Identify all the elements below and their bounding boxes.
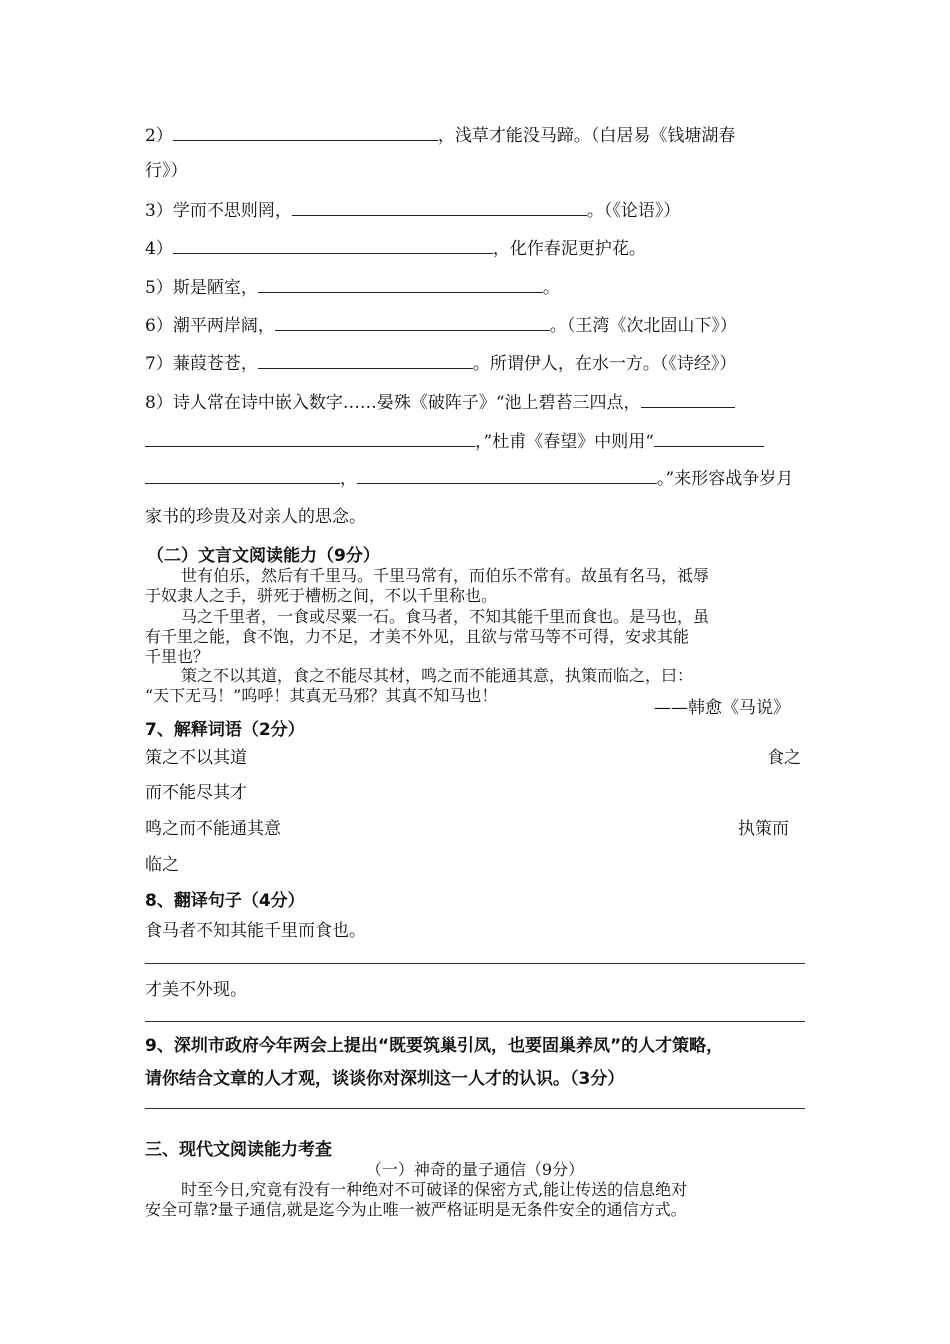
poem-text: 。所谓伊人，在水一方。（《诗经》） — [472, 354, 737, 374]
answer-blank[interactable] — [292, 199, 587, 216]
poem-line-8b — [145, 430, 764, 453]
section-title-classical: （二）文言文阅读能力（9分） — [147, 546, 380, 566]
answer-blank[interactable] — [173, 237, 493, 254]
poem-line-8c — [145, 467, 793, 490]
passage-line: 时至今日,究竟有没有一种绝对不可破译的保密方式,能让传送的信息绝对 — [181, 1180, 688, 1199]
answer-blank[interactable] — [275, 314, 550, 331]
poem-text: ，浅草才能没马蹄。（白居易《钱塘湖春 — [437, 126, 736, 146]
poem-text: 斯是陋室， — [172, 278, 258, 298]
poem-text: 蒹葭苍苍， — [172, 354, 258, 374]
passage-line: 策之不以其道，食之不能尽其材，鸣之而不能通其意，执策而临之，曰： — [181, 666, 694, 685]
question-8-title: 8、翻译句子（4分） — [145, 891, 305, 911]
poem-text: 诗人常在诗中嵌入数字……晏殊《破阵子》“池上碧苔三四点， — [172, 393, 641, 413]
answer-blank[interactable] — [145, 430, 475, 447]
answer-blank[interactable] — [173, 124, 438, 141]
q8-sentence-1: 食马者不知其能千里而食也。 — [145, 921, 366, 941]
passage-line: 于奴隶人之手，骈死于槽枥之间，不以千里称也。 — [145, 586, 498, 605]
poem-line-3 — [145, 199, 680, 222]
q7-word-4: 执策而 — [738, 819, 789, 839]
passage-line: 马之千里者，一食或尽粟一石。食马者，不知其能千里而食也。是马也，虽 — [181, 607, 710, 626]
q7-word-4-cont: 临之 — [145, 855, 179, 875]
poem-text: 。 — [542, 278, 560, 298]
poem-text: 学而不思则罔， — [172, 201, 292, 221]
item-number: 6） — [145, 316, 173, 336]
poem-text: ， — [340, 469, 357, 489]
q7-word-3: 鸣之而不能通其意 — [145, 819, 281, 839]
poem-text: ，”杜甫《春望》中则用“ — [475, 432, 654, 452]
q7-word-2-cont: 而不能尽其才 — [145, 783, 247, 803]
passage-line: 世有伯乐，然后有千里马。千里马常有，而伯乐不常有。故虽有名马，祗辱 — [181, 566, 710, 585]
item-number: 5） — [145, 278, 173, 298]
poem-text: 。（王湾《次北固山下》） — [549, 316, 737, 336]
question-9-line-1: 9、深圳市政府今年两会上提出“既要筑巢引凤，也要固巢养凤”的人才策略， — [145, 1036, 724, 1056]
passage-line: 安全可靠?量子通信,就是迄今为止唯一被严格证明是无条件安全的通信方式。 — [145, 1200, 687, 1219]
poem-text: 家书的珍贵及对亲人的思念。 — [145, 507, 366, 527]
answer-blank[interactable] — [145, 467, 340, 484]
poem-text: 。”来形容战争岁月 — [657, 469, 794, 489]
passage-line: 有千里之能，食不饱，力不足，才美不外见，且欲与常马等不可得，安求其能 — [145, 627, 690, 646]
poem-line-8d — [145, 506, 366, 528]
poem-line-2-cont — [145, 160, 188, 182]
item-number: 3） — [145, 201, 173, 221]
passage-source: ——韩愈《马说》 — [654, 698, 790, 718]
poem-line-4 — [145, 237, 646, 260]
poem-line-2 — [145, 124, 735, 147]
q7-word-1: 策之不以其道 — [145, 748, 247, 768]
section-title-modern: 三、现代文阅读能力考查 — [145, 1140, 332, 1160]
poem-line-6 — [145, 314, 737, 337]
answer-line[interactable] — [145, 1108, 805, 1109]
poem-text: 行》） — [145, 161, 188, 181]
answer-blank[interactable] — [641, 391, 735, 408]
poem-line-7 — [145, 352, 736, 375]
article-title: （一）神奇的量子通信（9分） — [365, 1160, 585, 1179]
answer-blank[interactable] — [654, 430, 764, 447]
poem-line-5 — [145, 276, 560, 299]
answer-line[interactable] — [145, 963, 805, 964]
poem-text: ，化作春泥更护花。 — [492, 239, 646, 259]
answer-blank[interactable] — [258, 276, 543, 293]
question-9-line-2: 请你结合文章的人才观，谈谈你对深圳这一人才的认识。（3分） — [145, 1069, 625, 1089]
answer-blank[interactable] — [258, 352, 473, 369]
item-number: 4） — [145, 239, 173, 259]
answer-line[interactable] — [145, 1021, 805, 1022]
item-number: 8） — [145, 393, 173, 413]
poem-text: 。（《论语》） — [586, 201, 681, 221]
item-number: 7） — [145, 354, 173, 374]
question-7-title: 7、解释词语（2分） — [145, 720, 305, 740]
q7-word-2: 食之 — [767, 748, 801, 768]
answer-blank[interactable] — [357, 467, 657, 484]
poem-line-8 — [145, 391, 735, 414]
passage-line: “天下无马！”呜呼！其真无马邪？其真不知马也！ — [145, 686, 498, 705]
q8-sentence-2: 才美不外现。 — [145, 980, 247, 1000]
poem-text: 潮平两岸阔， — [172, 316, 275, 336]
item-number: 2） — [145, 126, 173, 146]
passage-line: 千里也？ — [145, 647, 210, 666]
